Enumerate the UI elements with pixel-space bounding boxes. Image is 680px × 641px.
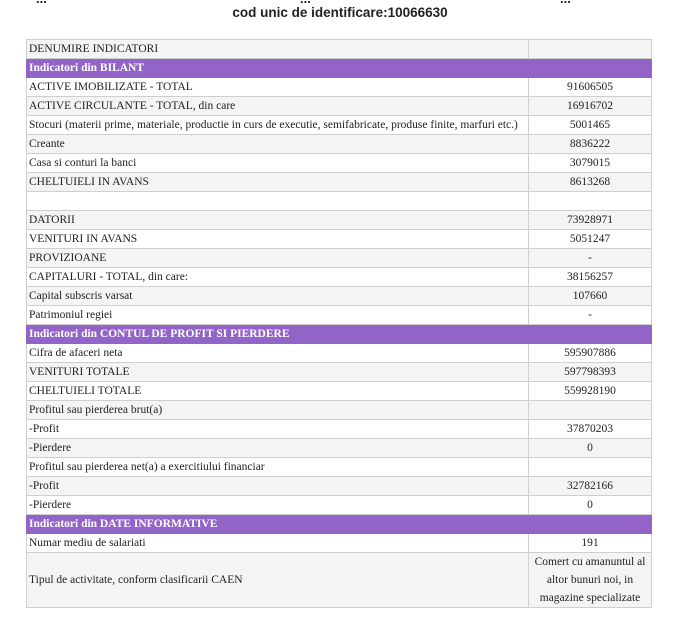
indicator-value: 32782166	[529, 477, 652, 496]
indicator-value	[529, 192, 652, 211]
title-fragment	[300, 0, 311, 4]
indicator-value: 16916702	[529, 97, 652, 116]
indicator-value: 0	[529, 439, 652, 458]
section-title: Indicatori din DATE INFORMATIVE	[27, 515, 529, 534]
section-value-cell	[529, 515, 652, 534]
indicator-label: CHELTUIELI TOTALE	[27, 382, 529, 401]
table-row	[27, 534, 652, 553]
indicator-value: 3079015	[529, 154, 652, 173]
company-id-heading: cod unic de identificare:10066630	[232, 5, 448, 20]
indicator-label: Tipul de activitate, conform clasificarii CAEN	[27, 553, 529, 608]
indicator-value: 595907886	[529, 344, 652, 363]
indicator-label: Numar mediu de salariati	[27, 534, 529, 553]
table-row	[27, 382, 652, 401]
indicator-label: ACTIVE CIRCULANTE - TOTAL, din care	[27, 97, 529, 116]
section-header-row	[27, 515, 652, 534]
indicator-label	[27, 192, 529, 211]
table-row	[27, 268, 652, 287]
section-title: Indicatori din BILANT	[27, 59, 529, 78]
indicator-label: Casa si conturi la banci	[27, 154, 529, 173]
table-row	[27, 192, 652, 211]
table-row	[27, 496, 652, 515]
table-row	[27, 363, 652, 382]
indicator-label: Stocuri (materii prime, materiale, productie in curs de executie, semifabricate, produse finite, marfuri etc.)	[27, 116, 529, 135]
section-value-cell	[529, 59, 652, 78]
indicator-value: Comert cu amanuntul al altor bunuri noi, in magazine specializate	[529, 553, 652, 608]
section-title: Indicatori din CONTUL DE PROFIT SI PIERDERE	[27, 325, 529, 344]
indicator-label: -Pierdere	[27, 439, 529, 458]
indicator-label: Profitul sau pierderea brut(a)	[27, 401, 529, 420]
section-header-row	[27, 59, 652, 78]
table-row	[27, 287, 652, 306]
indicator-value	[529, 401, 652, 420]
table-row	[27, 401, 652, 420]
indicators-table	[26, 39, 652, 608]
indicator-value: 91606505	[529, 78, 652, 97]
table-row	[27, 173, 652, 192]
indicator-value: -	[529, 249, 652, 268]
title-fragment	[36, 0, 47, 4]
indicator-value: 5051247	[529, 230, 652, 249]
indicator-label: Creante	[27, 135, 529, 154]
indicator-value	[529, 458, 652, 477]
table-row	[27, 553, 652, 608]
header-label-cell: DENUMIRE INDICATORI	[27, 40, 529, 59]
table-row	[27, 116, 652, 135]
truncated-title-line	[0, 0, 680, 4]
indicator-label: CAPITALURI - TOTAL, din care:	[27, 268, 529, 287]
indicator-label: Capital subscris varsat	[27, 287, 529, 306]
table-row	[27, 420, 652, 439]
indicator-label: DATORII	[27, 211, 529, 230]
indicator-label: CHELTUIELI IN AVANS	[27, 173, 529, 192]
table-row	[27, 154, 652, 173]
table-row	[27, 230, 652, 249]
indicator-value: 73928971	[529, 211, 652, 230]
indicator-label: Profitul sau pierderea net(a) a exercitiului financiar	[27, 458, 529, 477]
table-row	[27, 78, 652, 97]
table-row	[27, 477, 652, 496]
table-row	[27, 211, 652, 230]
indicator-label: -Pierdere	[27, 496, 529, 515]
indicator-label: -Profit	[27, 477, 529, 496]
title-fragment	[560, 0, 571, 4]
indicator-value: 38156257	[529, 268, 652, 287]
indicator-value: 0	[529, 496, 652, 515]
section-header-row	[27, 325, 652, 344]
indicator-label: -Profit	[27, 420, 529, 439]
indicator-label: ACTIVE IMOBILIZATE - TOTAL	[27, 78, 529, 97]
table-row	[27, 439, 652, 458]
table-row	[27, 97, 652, 116]
indicator-value: 8836222	[529, 135, 652, 154]
indicator-value: 5001465	[529, 116, 652, 135]
indicator-label: VENITURI IN AVANS	[27, 230, 529, 249]
indicator-label: VENITURI TOTALE	[27, 363, 529, 382]
table-row	[27, 249, 652, 268]
indicator-value: -	[529, 306, 652, 325]
table-header-row	[27, 40, 652, 59]
indicator-value: 8613268	[529, 173, 652, 192]
indicator-value: 559928190	[529, 382, 652, 401]
table-row	[27, 135, 652, 154]
table-row	[27, 344, 652, 363]
indicator-value: 107660	[529, 287, 652, 306]
indicator-label: Patrimoniul regiei	[27, 306, 529, 325]
table-row	[27, 306, 652, 325]
indicator-label: PROVIZIOANE	[27, 249, 529, 268]
indicator-value: 37870203	[529, 420, 652, 439]
table-row	[27, 458, 652, 477]
indicator-value: 191	[529, 534, 652, 553]
indicator-value: 597798393	[529, 363, 652, 382]
section-value-cell	[529, 325, 652, 344]
header-value-cell	[529, 40, 652, 59]
indicator-label: Cifra de afaceri neta	[27, 344, 529, 363]
